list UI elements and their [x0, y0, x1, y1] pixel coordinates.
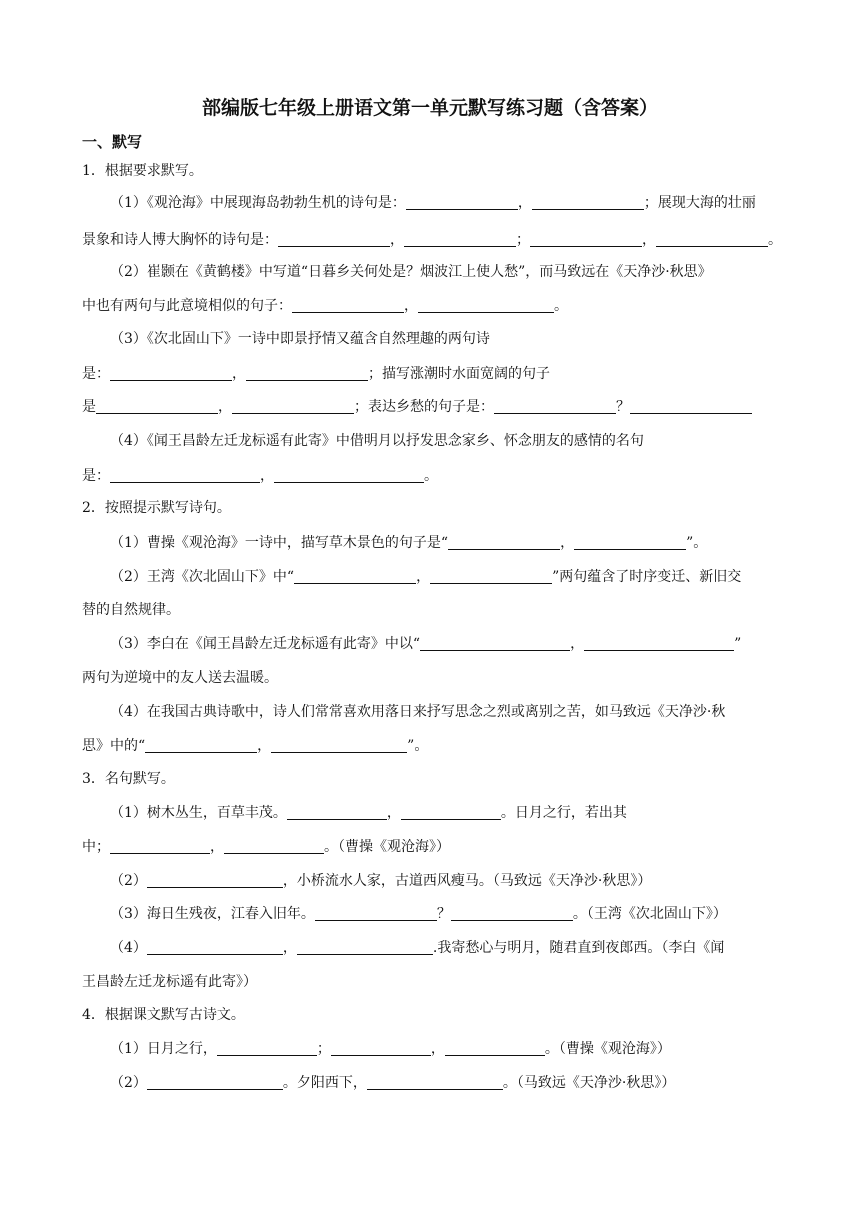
text-fragment: ，: [642, 232, 656, 248]
answer-blank[interactable]: [232, 398, 354, 414]
answer-blank[interactable]: [331, 1040, 431, 1056]
text-fragment: （1）《观沧海》中展现海岛勃勃生机的诗句是：: [110, 195, 406, 211]
answer-blank[interactable]: [292, 297, 404, 313]
answer-blank[interactable]: [401, 804, 501, 820]
q2-p1: [110, 533, 782, 553]
section-heading: 一、默写: [82, 133, 143, 151]
text-fragment: 。（曹操《观沧海》）: [324, 839, 450, 855]
answer-blank[interactable]: [246, 365, 368, 381]
answer-blank[interactable]: [630, 398, 752, 414]
q2-p2-line1: [110, 567, 782, 587]
answer-blank[interactable]: [451, 905, 573, 921]
answer-blank[interactable]: [406, 194, 518, 210]
text-fragment: 。夕阳西下，: [282, 1075, 367, 1091]
answer-blank[interactable]: [287, 804, 387, 820]
text-fragment: ；展现大海的壮丽: [643, 195, 756, 211]
text-fragment: 。: [424, 468, 438, 484]
q1-p4-line1: （4）《闻王昌龄左迁龙标遥有此寄》中借明月以抒发思念家乡、怀念朋友的感情的名句: [110, 433, 644, 449]
answer-blank[interactable]: [418, 297, 554, 313]
q2-stem: 2．按照提示默写诗句。: [82, 500, 231, 516]
q2-p2-line2: 替的自然规律。: [82, 602, 180, 618]
q3-p4-line2: 王昌龄左迁龙标遥有此寄》）: [82, 974, 257, 990]
text-fragment: （3）海日生残夜，江春入旧年。: [110, 906, 315, 922]
q1-p1-line1: [110, 193, 782, 213]
q4-p1: [110, 1039, 782, 1059]
answer-blank[interactable]: [574, 534, 686, 550]
text-fragment: ”两句蕴含了时序变迁、新旧交: [552, 569, 742, 585]
answer-blank[interactable]: [224, 838, 324, 854]
text-fragment: （3）李白在《闻王昌龄左迁龙标遥有此寄》中以“: [110, 636, 421, 652]
text-fragment: 。: [768, 232, 782, 248]
answer-blank[interactable]: [147, 872, 283, 888]
text-fragment: 。（曹操《观沧海》）: [544, 1041, 671, 1057]
text-fragment: 是：: [82, 366, 110, 382]
text-fragment: ，: [386, 805, 401, 821]
text-fragment: ，: [257, 738, 272, 754]
text-fragment: ，: [404, 298, 418, 314]
text-fragment: ，: [390, 232, 404, 248]
answer-blank[interactable]: [278, 231, 390, 247]
text-fragment: 思》中的“: [82, 738, 146, 754]
answer-blank[interactable]: [530, 231, 642, 247]
q3-p4-line1: [110, 938, 782, 958]
text-fragment: ？: [436, 906, 451, 922]
page-title: 部编版七年级上册语文第一单元默写练习题（含答案）: [201, 97, 658, 119]
answer-blank[interactable]: [294, 568, 416, 584]
answer-blank[interactable]: [96, 398, 218, 414]
text-fragment: （1）日月之行，: [110, 1041, 217, 1057]
text-fragment: 中；: [82, 839, 110, 855]
text-fragment: 。: [554, 298, 568, 314]
answer-blank[interactable]: [430, 568, 552, 584]
q4-p2: [110, 1073, 782, 1093]
q3-p1-line1: [110, 803, 782, 823]
answer-blank[interactable]: [145, 737, 257, 753]
q1-p2-line1: （2）崔颢在《黄鹤楼》中写道“日暮乡关何处是？烟波江上使人愁”，而马致远在《天净沙·秋思》: [110, 264, 712, 280]
answer-blank[interactable]: [532, 194, 644, 210]
q1-p3-line2: [82, 364, 782, 384]
q1-p2-line2: [82, 296, 782, 316]
q2-p3-line1: [110, 634, 782, 654]
answer-blank[interactable]: [110, 467, 260, 483]
text-fragment: ；表达乡愁的句子是：: [354, 399, 494, 415]
q3-p2: [110, 871, 782, 891]
text-fragment: ，: [570, 636, 585, 652]
answer-blank[interactable]: [494, 398, 616, 414]
answer-blank[interactable]: [448, 534, 560, 550]
q1-p3-line1: （3）《次北固山下》一诗中即景抒情又蕴含自然理趣的两句诗: [110, 331, 490, 347]
text-fragment: ，: [560, 535, 575, 551]
answer-blank[interactable]: [404, 231, 516, 247]
text-fragment: ，: [232, 366, 246, 382]
text-fragment: ”。: [686, 535, 708, 551]
q2-p3-line2: 两句为逆境中的友人送去温暖。: [82, 670, 278, 686]
text-fragment: ；描写涨潮时水面宽阔的句子: [368, 366, 550, 382]
answer-blank[interactable]: [656, 231, 768, 247]
text-fragment: （1）树木丛生，百草丰茂。: [110, 805, 287, 821]
text-fragment: （2）: [110, 1075, 147, 1091]
text-fragment: 中也有两句与此意境相似的句子：: [82, 298, 292, 314]
text-fragment: （1）曹操《观沧海》一诗中，描写草木景色的句子是“: [110, 535, 449, 551]
q4-stem: 4．根据课文默写古诗文。: [82, 1007, 245, 1023]
text-fragment: （4）: [110, 940, 147, 956]
answer-blank[interactable]: [110, 365, 232, 381]
text-fragment: ；: [316, 1041, 331, 1057]
q2-p4-line2: [82, 736, 782, 756]
q1-stem: 1．根据要求默写。: [82, 163, 203, 179]
answer-blank[interactable]: [110, 838, 210, 854]
text-fragment: ，: [430, 1041, 445, 1057]
answer-blank[interactable]: [271, 737, 407, 753]
text-fragment: ，: [282, 940, 297, 956]
text-fragment: 。日月之行，若出其: [500, 805, 627, 821]
text-fragment: ；: [516, 232, 530, 248]
text-fragment: 是: [82, 399, 96, 415]
text-fragment: 。（王湾《次北固山下》）: [572, 906, 727, 922]
answer-blank[interactable]: [274, 467, 424, 483]
text-fragment: ”: [734, 636, 742, 652]
answer-blank[interactable]: [367, 1074, 503, 1090]
text-fragment: 景象和诗人博大胸怀的诗句是：: [82, 232, 278, 248]
text-fragment: （2）王湾《次北固山下》中“: [110, 569, 295, 585]
text-fragment: ，: [416, 569, 431, 585]
text-fragment: 。（马致远《天净沙·秋思》）: [502, 1075, 676, 1091]
q1-p3-line3: [82, 397, 782, 417]
q1-p1-line2: [82, 230, 782, 250]
answer-blank[interactable]: [217, 1040, 317, 1056]
text-fragment: ，: [218, 399, 232, 415]
answer-blank[interactable]: [584, 635, 734, 651]
text-fragment: ，小桥流水人家，古道西风瘦马。（马致远《天净沙·秋思》）: [282, 873, 652, 889]
q3-stem: 3．名句默写。: [82, 771, 175, 787]
answer-blank[interactable]: [445, 1040, 545, 1056]
text-fragment: ，: [260, 468, 274, 484]
text-fragment: ，: [517, 195, 532, 211]
q3-p3: [110, 904, 782, 924]
answer-blank[interactable]: [147, 1074, 283, 1090]
q1-p4-line2: [82, 466, 782, 486]
answer-blank[interactable]: [420, 635, 570, 651]
text-fragment: 是：: [82, 468, 110, 484]
text-fragment: .我寄愁心与明月，随君直到夜郎西。（李白《闻: [432, 940, 725, 956]
q2-p4-line1: （4）在我国古典诗歌中，诗人们常常喜欢用落日来抒写思念之烈或离别之苦，如马致远《天净沙·秋: [110, 704, 726, 720]
text-fragment: （2）: [110, 873, 147, 889]
answer-blank[interactable]: [315, 905, 437, 921]
text-fragment: ”。: [407, 738, 429, 754]
text-fragment: ，: [210, 839, 224, 855]
answer-blank[interactable]: [297, 939, 433, 955]
q3-p1-line2: [82, 837, 782, 857]
answer-blank[interactable]: [147, 939, 283, 955]
text-fragment: ？: [616, 399, 630, 415]
